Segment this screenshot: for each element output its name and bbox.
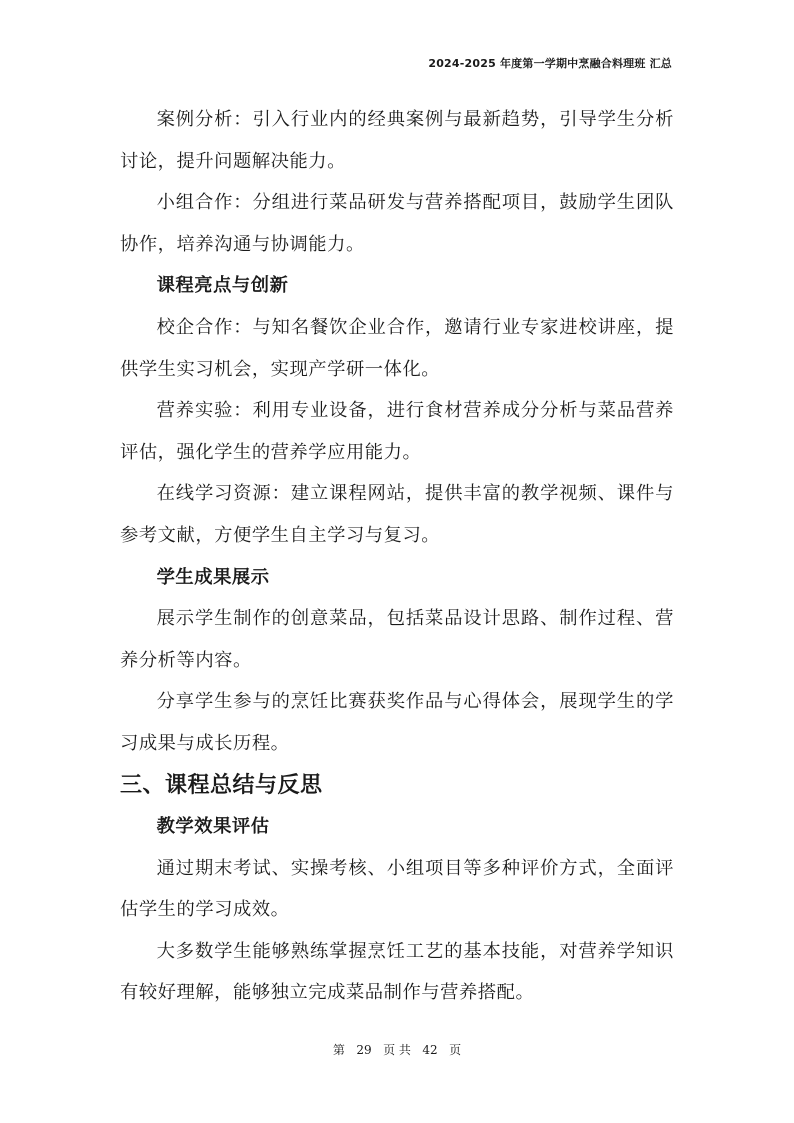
footer-middle: 页 共 (383, 1043, 411, 1057)
paragraph-competition-works: 分享学生参与的烹饪比赛获奖作品与心得体会，展现学生的学习成果与成长历程。 (120, 691, 674, 754)
subheading-effect-evaluation: 教学效果评估 (156, 816, 270, 838)
footer-total-pages: 42 (422, 1043, 438, 1057)
header-divider (120, 76, 674, 77)
paragraph-group-cooperation: 小组合作：分组进行菜品研发与营养搭配项目，鼓励学生团队协作，培养沟通与协调能力。 (120, 192, 674, 255)
page-footer (0, 1041, 794, 1058)
section-heading-summary: 三、课程总结与反思 (120, 772, 323, 798)
paragraph-online-resources: 在线学习资源：建立课程网站，提供丰富的教学视频、课件与参考文献，方便学生自主学习与复习。 (120, 483, 674, 546)
footer-current-page: 29 (356, 1043, 372, 1057)
running-header: 2024-2025 年度第一学期中烹融合料理班 汇总 (428, 57, 672, 70)
subheading-student-results: 学生成果展示 (156, 566, 270, 588)
paragraph-case-analysis: 案例分析：引入行业内的经典案例与最新趋势，引导学生分析讨论，提升问题解决能力。 (120, 109, 674, 172)
paragraph-school-enterprise: 校企合作：与知名餐饮企业合作，邀请行业专家进校讲座，提供学生实习机会，实现产学研一体化。 (120, 316, 674, 380)
page-body (120, 99, 674, 1014)
paragraph-student-mastery: 大多数学生能够熟练掌握烹饪工艺的基本技能，对营养学知识有较好理解，能够独立完成菜品制作与营养搭配。 (120, 940, 674, 1004)
paragraph-evaluation-methods: 通过期末考试、实操考核、小组项目等多种评价方式，全面评估学生的学习成效。 (120, 857, 674, 921)
footer-suffix: 页 (449, 1043, 462, 1057)
paragraph-showcase-dishes: 展示学生制作的创意菜品，包括菜品设计思路、制作过程、营养分析等内容。 (120, 608, 674, 671)
footer-prefix: 第 (332, 1043, 345, 1057)
subheading-highlights: 课程亮点与创新 (156, 275, 289, 297)
paragraph-nutrition-experiment: 营养实验：利用专业设备，进行食材营养成分分析与菜品营养评估，强化学生的营养学应用能力。 (120, 400, 674, 463)
